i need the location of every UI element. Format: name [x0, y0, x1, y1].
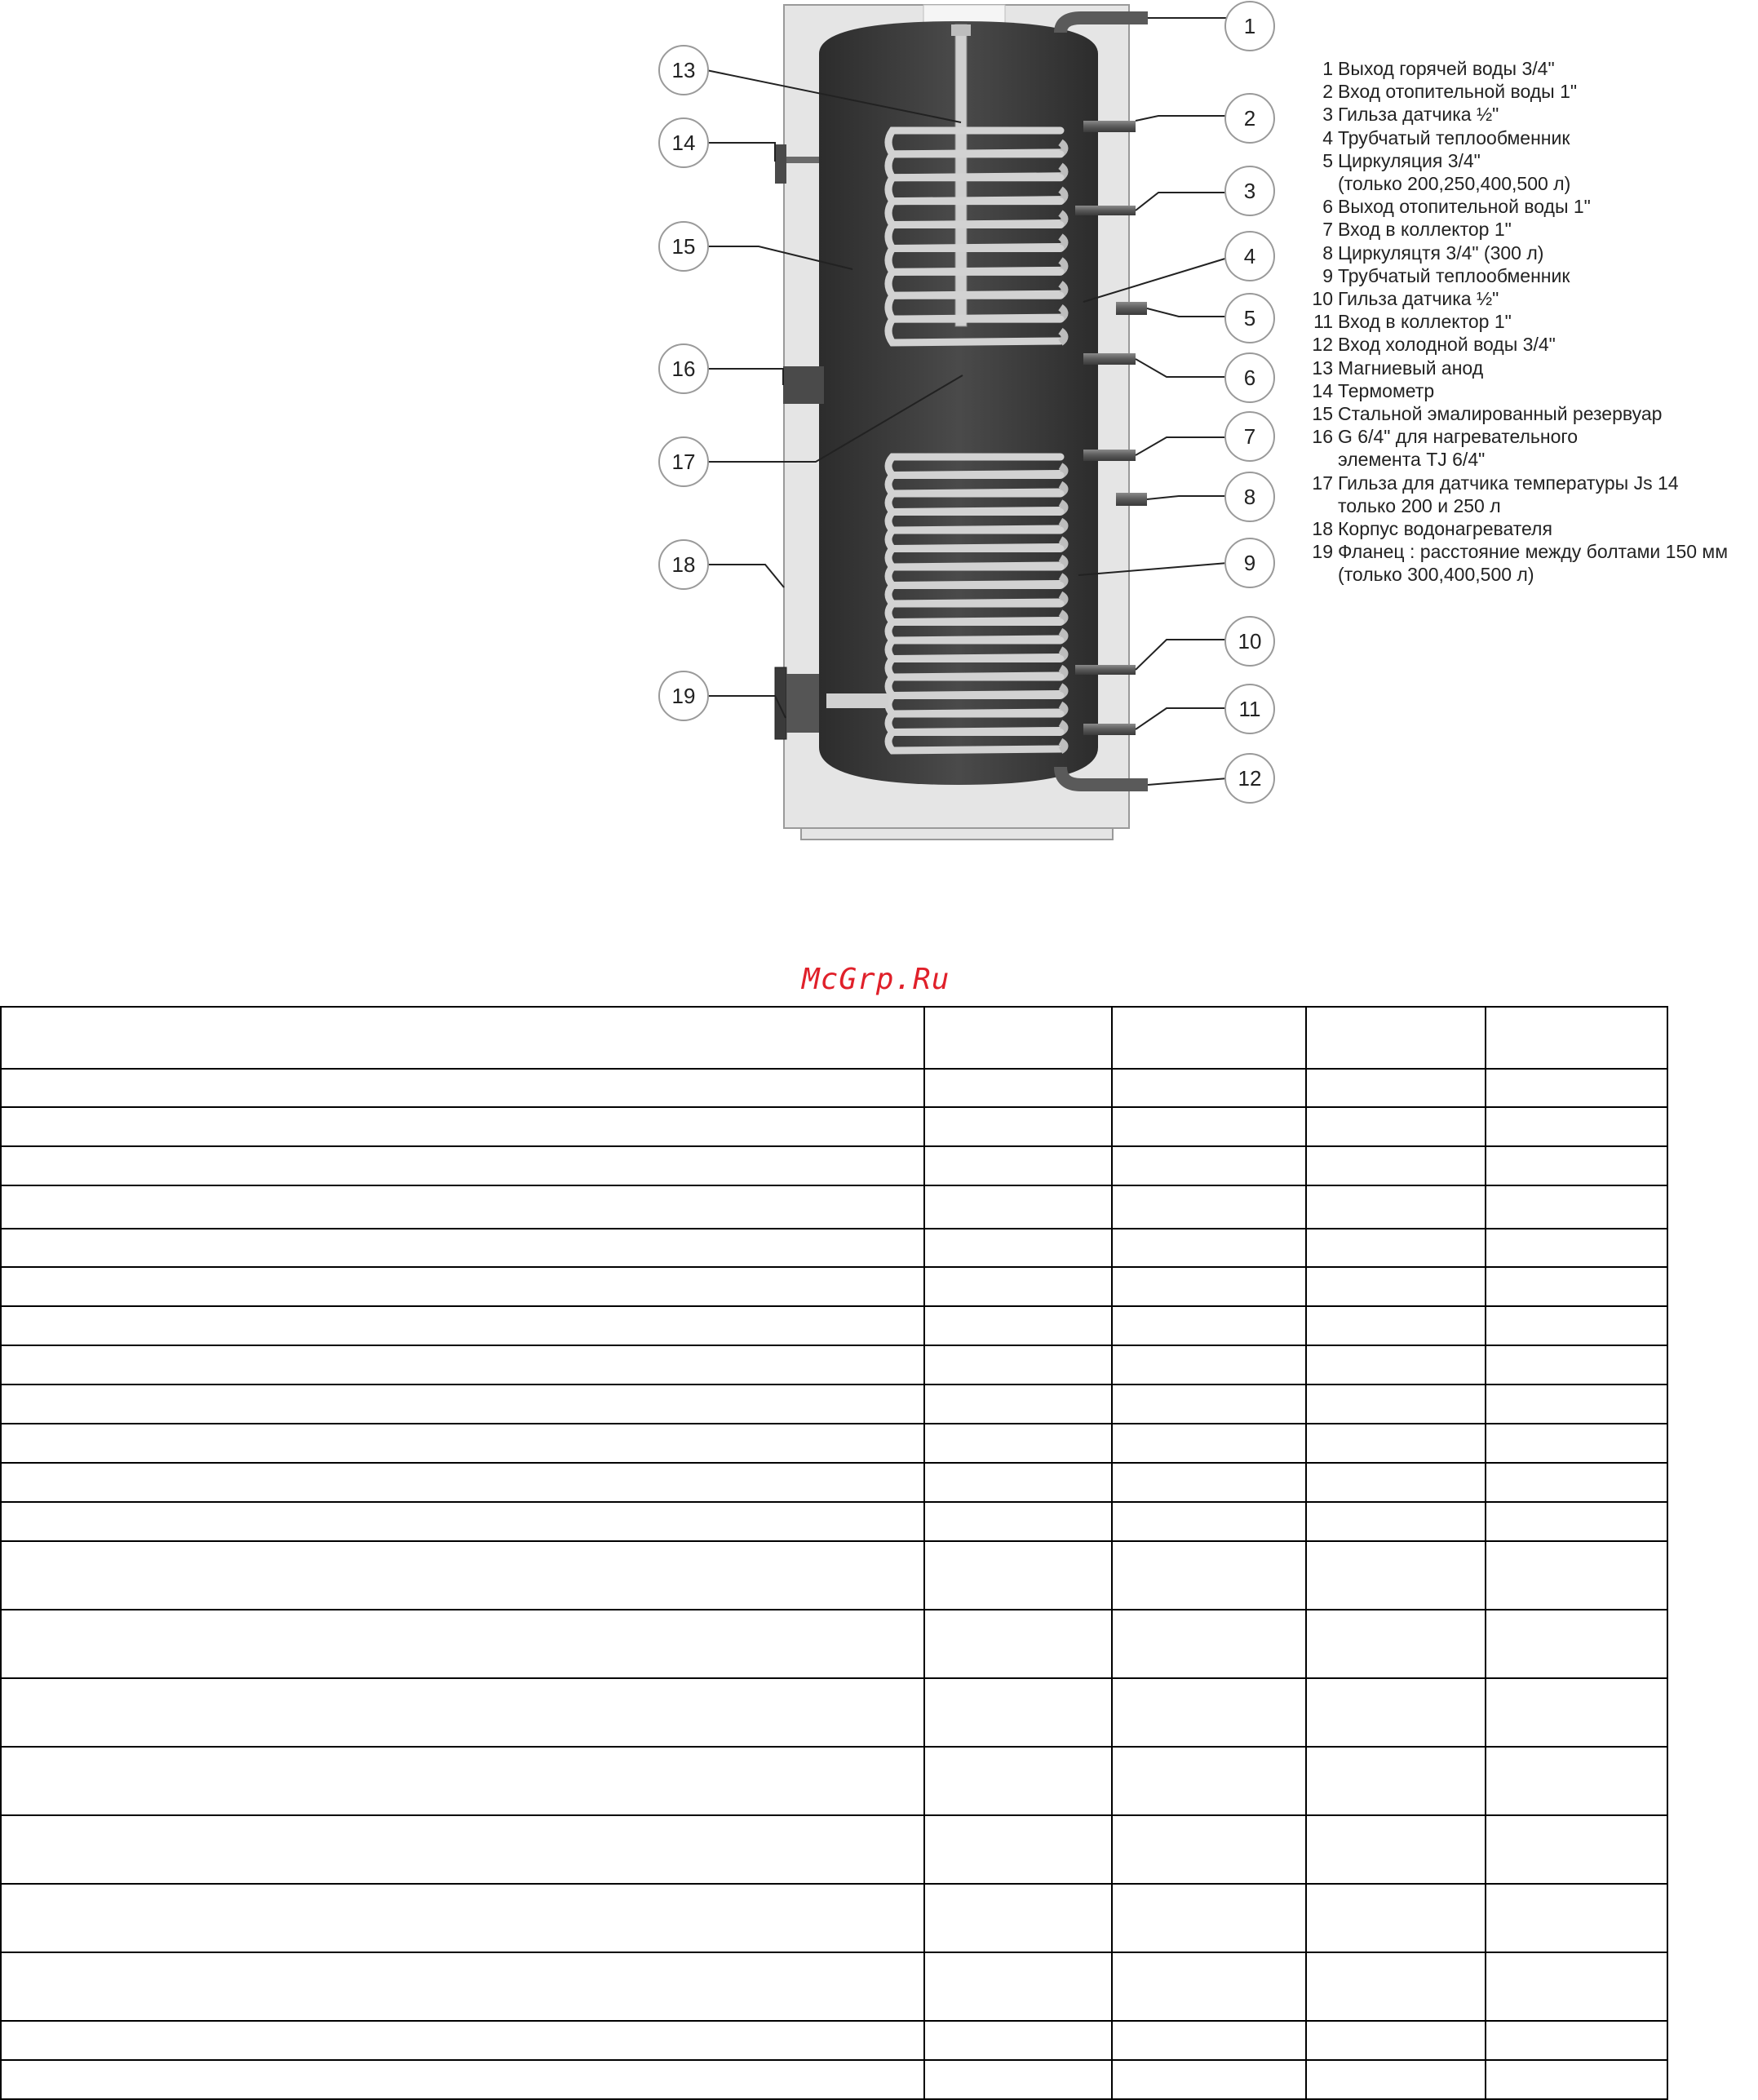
callout-number: 15: [671, 234, 696, 259]
table-row: [1, 1815, 1667, 1884]
table-cell: [1, 1146, 924, 1185]
table-cell: [924, 1610, 1112, 1678]
legend-number: 3: [1322, 104, 1333, 126]
table-cell: [1, 1610, 924, 1678]
table-cell: [1306, 1610, 1486, 1678]
table-cell: [1, 1384, 924, 1424]
table-cell: [1486, 1502, 1667, 1541]
callout-number: 4: [1243, 244, 1256, 268]
table-cell: [1, 1815, 924, 1884]
legend-number: 7: [1322, 219, 1333, 241]
legend-number: 13: [1312, 357, 1333, 379]
table-row: [1, 1267, 1667, 1306]
callout-line: [1147, 496, 1228, 499]
table-cell: [1306, 1678, 1486, 1747]
table-cell: [1306, 1007, 1486, 1069]
table-cell: [1, 1107, 924, 1146]
table-cell: [1486, 1678, 1667, 1747]
coil-bend: [1061, 742, 1065, 751]
table-cell: [924, 2021, 1112, 2060]
table-row: [1, 1185, 1667, 1229]
legend-item: [1304, 57, 1728, 80]
table-cell: [1306, 1229, 1486, 1267]
legend-text: Гильза для датчика температуры Js 14: [1338, 472, 1679, 494]
table-cell: [1112, 1107, 1306, 1146]
callout-number: 12: [1238, 766, 1262, 791]
callout-number: 13: [671, 58, 696, 82]
table-row: [1, 1610, 1667, 1678]
table-cell: [924, 1267, 1112, 1306]
table-cell: [1486, 1952, 1667, 2021]
table-cell: [1112, 2021, 1306, 2060]
table-cell: [1, 1424, 924, 1463]
legend-item: [1304, 333, 1728, 356]
table-row: [1, 1952, 1667, 2021]
pipe-7: [1083, 450, 1136, 461]
callout-number: 1: [1243, 14, 1256, 38]
table-cell: [1112, 1306, 1306, 1345]
table-cell: [1112, 1185, 1306, 1229]
legend-text: Вход отопительной воды 1": [1338, 81, 1578, 103]
table-cell: [1486, 1747, 1667, 1815]
legend-text: Выход отопительной воды 1": [1338, 196, 1591, 218]
callout-number: 9: [1243, 551, 1256, 575]
table-cell: [1, 1884, 924, 1952]
table-cell: [1112, 1502, 1306, 1541]
legend-text: Вход холодной воды 3/4": [1338, 334, 1556, 356]
table-cell: [924, 1678, 1112, 1747]
callout-number: 7: [1243, 424, 1256, 449]
table-cell: [924, 1185, 1112, 1229]
table-row: [1, 1345, 1667, 1384]
table-cell: [1112, 1678, 1306, 1747]
legend-number: 1: [1322, 58, 1333, 79]
table-cell: [924, 1502, 1112, 1541]
table-cell: [1112, 1146, 1306, 1185]
table-cell: [924, 1146, 1112, 1185]
legend-number: 16: [1312, 426, 1333, 448]
legend-item: [1304, 517, 1728, 540]
table-row: [1, 1007, 1667, 1069]
legend-number: 10: [1312, 288, 1333, 310]
callout-number: 16: [671, 357, 696, 381]
legend-number: 8: [1322, 241, 1333, 264]
table-cell: [1486, 1541, 1667, 1610]
table-row: [1, 1541, 1667, 1610]
table-cell: [924, 1306, 1112, 1345]
pipe-10: [1075, 665, 1136, 675]
legend-number: 5: [1322, 149, 1333, 171]
table-cell: [924, 1345, 1112, 1384]
legend-number: 18: [1312, 518, 1333, 540]
table-cell: [1, 2021, 924, 2060]
table-cell: [1306, 1747, 1486, 1815]
callout-line: [706, 565, 784, 587]
legend-subtext: элемента TJ 6/4": [1338, 449, 1486, 471]
table-cell: [1, 1747, 924, 1815]
table-cell: [924, 1007, 1112, 1069]
legend-text: Циркуляция 3/4": [1338, 149, 1481, 171]
table-cell: [1112, 2060, 1306, 2099]
callout-line: [706, 369, 783, 385]
table-cell: [1306, 1502, 1486, 1541]
pipe-8: [1116, 493, 1147, 506]
table-cell: [1306, 1306, 1486, 1345]
callout-number: 17: [671, 450, 696, 474]
table-row: [1, 1502, 1667, 1541]
legend-number: 6: [1322, 196, 1333, 218]
table-cell: [1, 1463, 924, 1502]
callout-line: [706, 143, 775, 162]
table-cell: [1, 1185, 924, 1229]
table-cell: [1112, 1952, 1306, 2021]
legend-text: Гильза датчика ½": [1338, 288, 1499, 310]
table-cell: [1486, 1267, 1667, 1306]
legend-item: [1304, 402, 1728, 425]
table-cell: [1486, 1306, 1667, 1345]
table-cell: [1306, 1069, 1486, 1107]
flange: [775, 667, 786, 739]
table-cell: [1306, 1884, 1486, 1952]
table-cell: [1306, 1384, 1486, 1424]
legend-number: 2: [1322, 81, 1333, 103]
legend-number: 4: [1322, 126, 1333, 148]
table-cell: [1306, 1424, 1486, 1463]
table-cell: [924, 1747, 1112, 1815]
table-cell: [924, 1815, 1112, 1884]
table-cell: [1, 1267, 924, 1306]
legend-text: Вход в коллектор 1": [1338, 219, 1512, 241]
table-cell: [1, 1502, 924, 1541]
heating-element-port: [783, 366, 824, 404]
table-cell: [1112, 1463, 1306, 1502]
table-cell: [1486, 1185, 1667, 1229]
table-cell: [1306, 1146, 1486, 1185]
table-cell: [1306, 1952, 1486, 2021]
legend-text: Фланец : расстояние между болтами 150 мм: [1338, 541, 1729, 563]
table-cell: [1486, 1463, 1667, 1502]
table-cell: [1112, 1267, 1306, 1306]
table-row: [1, 1146, 1667, 1185]
table-cell: [1306, 1107, 1486, 1146]
legend-number: 14: [1312, 379, 1333, 401]
table-cell: [1112, 1007, 1306, 1069]
table-cell: [1, 1541, 924, 1610]
callout-line: [1136, 116, 1228, 121]
callout-line: [1136, 437, 1228, 455]
legend-item: [1304, 103, 1728, 126]
callout-line: [706, 696, 786, 718]
table-cell: [1486, 1610, 1667, 1678]
legend-number: 17: [1312, 472, 1333, 494]
legend-item: [1304, 287, 1728, 310]
watermark: McGrp.Ru: [802, 963, 950, 996]
spec-table: [0, 1006, 1668, 2100]
table-row: [1, 1463, 1667, 1502]
housing-base: [801, 828, 1113, 840]
legend-text: Термометр: [1338, 379, 1435, 401]
table-cell: [1, 1007, 924, 1069]
table-row: [1, 1229, 1667, 1267]
table-cell: [1306, 1463, 1486, 1502]
legend-text: Вход в коллектор 1": [1338, 311, 1512, 333]
table-row: [1, 1678, 1667, 1747]
table-cell: [1, 1229, 924, 1267]
legend-item: [1304, 241, 1728, 264]
legend-number: 19: [1312, 541, 1333, 563]
table-row: [1, 1884, 1667, 1952]
table-cell: [1112, 1384, 1306, 1424]
table-cell: [1486, 2021, 1667, 2060]
table-row: [1, 1747, 1667, 1815]
callout-line: [1147, 308, 1228, 317]
pipe-3: [1075, 206, 1136, 215]
table-cell: [924, 1463, 1112, 1502]
table-cell: [1486, 1069, 1667, 1107]
table-cell: [924, 1541, 1112, 1610]
legend-text: Выход горячей воды 3/4": [1338, 58, 1555, 79]
table-cell: [1, 1345, 924, 1384]
table-row: [1, 1306, 1667, 1345]
callout-line: [1136, 640, 1228, 670]
table-cell: [924, 1884, 1112, 1952]
table-cell: [1306, 1815, 1486, 1884]
callout-line: [1136, 359, 1228, 377]
legend-text: Трубчатый теплообменник: [1338, 126, 1570, 148]
legend-number: 15: [1312, 403, 1333, 425]
table-cell: [924, 1229, 1112, 1267]
callout-line: [1148, 778, 1228, 785]
callout-number: 14: [671, 131, 696, 155]
legend-item: [1304, 310, 1728, 333]
table-row: [1, 1107, 1667, 1146]
legend-item: [1304, 195, 1728, 218]
callout-line: [1136, 193, 1228, 210]
table-cell: [1112, 1747, 1306, 1815]
table-cell: [1486, 2060, 1667, 2099]
legend-number: 11: [1313, 311, 1333, 333]
table-cell: [1112, 1541, 1306, 1610]
pipe-5: [1116, 302, 1147, 315]
legend-item: [1304, 357, 1728, 379]
table-cell: [1, 2060, 924, 2099]
table-row: [1, 2021, 1667, 2060]
table-cell: [1112, 1345, 1306, 1384]
table-cell: [1, 1306, 924, 1345]
legend-item: [1304, 472, 1728, 494]
table-cell: [1112, 1610, 1306, 1678]
table-cell: [1112, 1229, 1306, 1267]
callout-number: 11: [1238, 697, 1261, 721]
legend-text: G 6/4" для нагревательного: [1338, 426, 1579, 448]
table-cell: [924, 1069, 1112, 1107]
callout-number: 8: [1243, 485, 1256, 509]
table-cell: [1, 1952, 924, 2021]
table-cell: [1486, 1815, 1667, 1884]
callout-number: 2: [1243, 106, 1256, 131]
callout-number: 3: [1243, 179, 1256, 203]
table-cell: [1112, 1069, 1306, 1107]
legend-text: Гильза датчика ½": [1338, 104, 1499, 126]
callout-number: 5: [1243, 306, 1256, 330]
table-cell: [1112, 1424, 1306, 1463]
table-cell: [1306, 1267, 1486, 1306]
table-cell: [1306, 1345, 1486, 1384]
table-cell: [1, 1678, 924, 1747]
table-row: [1, 2060, 1667, 2099]
legend-number: 12: [1312, 334, 1333, 356]
table-cell: [1486, 1007, 1667, 1069]
callout-number: 19: [671, 684, 696, 708]
table-cell: [1306, 1541, 1486, 1610]
legend-number: 9: [1322, 264, 1333, 286]
table-cell: [924, 1384, 1112, 1424]
table-cell: [1486, 1146, 1667, 1185]
table-cell: [1486, 1424, 1667, 1463]
table-cell: [1486, 1345, 1667, 1384]
legend-text: Циркуляцтя 3/4" (300 л): [1338, 241, 1544, 264]
table-cell: [924, 2060, 1112, 2099]
table-cell: [1, 1069, 924, 1107]
pipe-11: [1083, 724, 1136, 735]
legend-subtext: (только 200,250,400,500 л): [1338, 173, 1571, 195]
table-cell: [1112, 1884, 1306, 1952]
table-cell: [1306, 2021, 1486, 2060]
callout-line: [1136, 708, 1228, 729]
table-cell: [1486, 1229, 1667, 1267]
table-cell: [1486, 1384, 1667, 1424]
table-cell: [1306, 1185, 1486, 1229]
table-cell: [1306, 2060, 1486, 2099]
table-cell: [924, 1424, 1112, 1463]
legend-text: Стальной эмалированный резервуар: [1338, 403, 1663, 425]
table-row: [1, 1424, 1667, 1463]
legend-item: [1304, 540, 1728, 563]
table-cell: [1112, 1815, 1306, 1884]
table-row: [1, 1384, 1667, 1424]
legend-item: [1304, 379, 1728, 402]
pipe-6: [1083, 353, 1136, 365]
legend-item: [1304, 264, 1728, 287]
legend-item: [1304, 126, 1728, 149]
coil-bend: [1061, 331, 1065, 343]
legend-item: [1304, 149, 1728, 172]
legend-item: [1304, 425, 1728, 448]
legend-text: Магниевый анод: [1338, 357, 1484, 379]
sensor-sleeve-17: [826, 693, 888, 708]
legend-text: Корпус водонагревателя: [1338, 518, 1552, 540]
callout-number: 6: [1243, 366, 1256, 390]
legend: [1304, 57, 1728, 587]
legend-item: [1304, 218, 1728, 241]
table-cell: [1486, 1884, 1667, 1952]
callout-number: 18: [671, 552, 696, 577]
table-row: [1, 1069, 1667, 1107]
callout-number: 10: [1238, 629, 1262, 653]
legend-item: [1304, 80, 1728, 103]
table-cell: [924, 1952, 1112, 2021]
table-cell: [1486, 1107, 1667, 1146]
legend-subtext: только 200 и 250 л: [1338, 494, 1501, 516]
thermometer: [775, 144, 786, 184]
pipe-2: [1083, 121, 1136, 132]
table-cell: [924, 1107, 1112, 1146]
legend-text: Трубчатый теплообменник: [1338, 264, 1570, 286]
legend-subtext: (только 300,400,500 л): [1338, 564, 1534, 586]
